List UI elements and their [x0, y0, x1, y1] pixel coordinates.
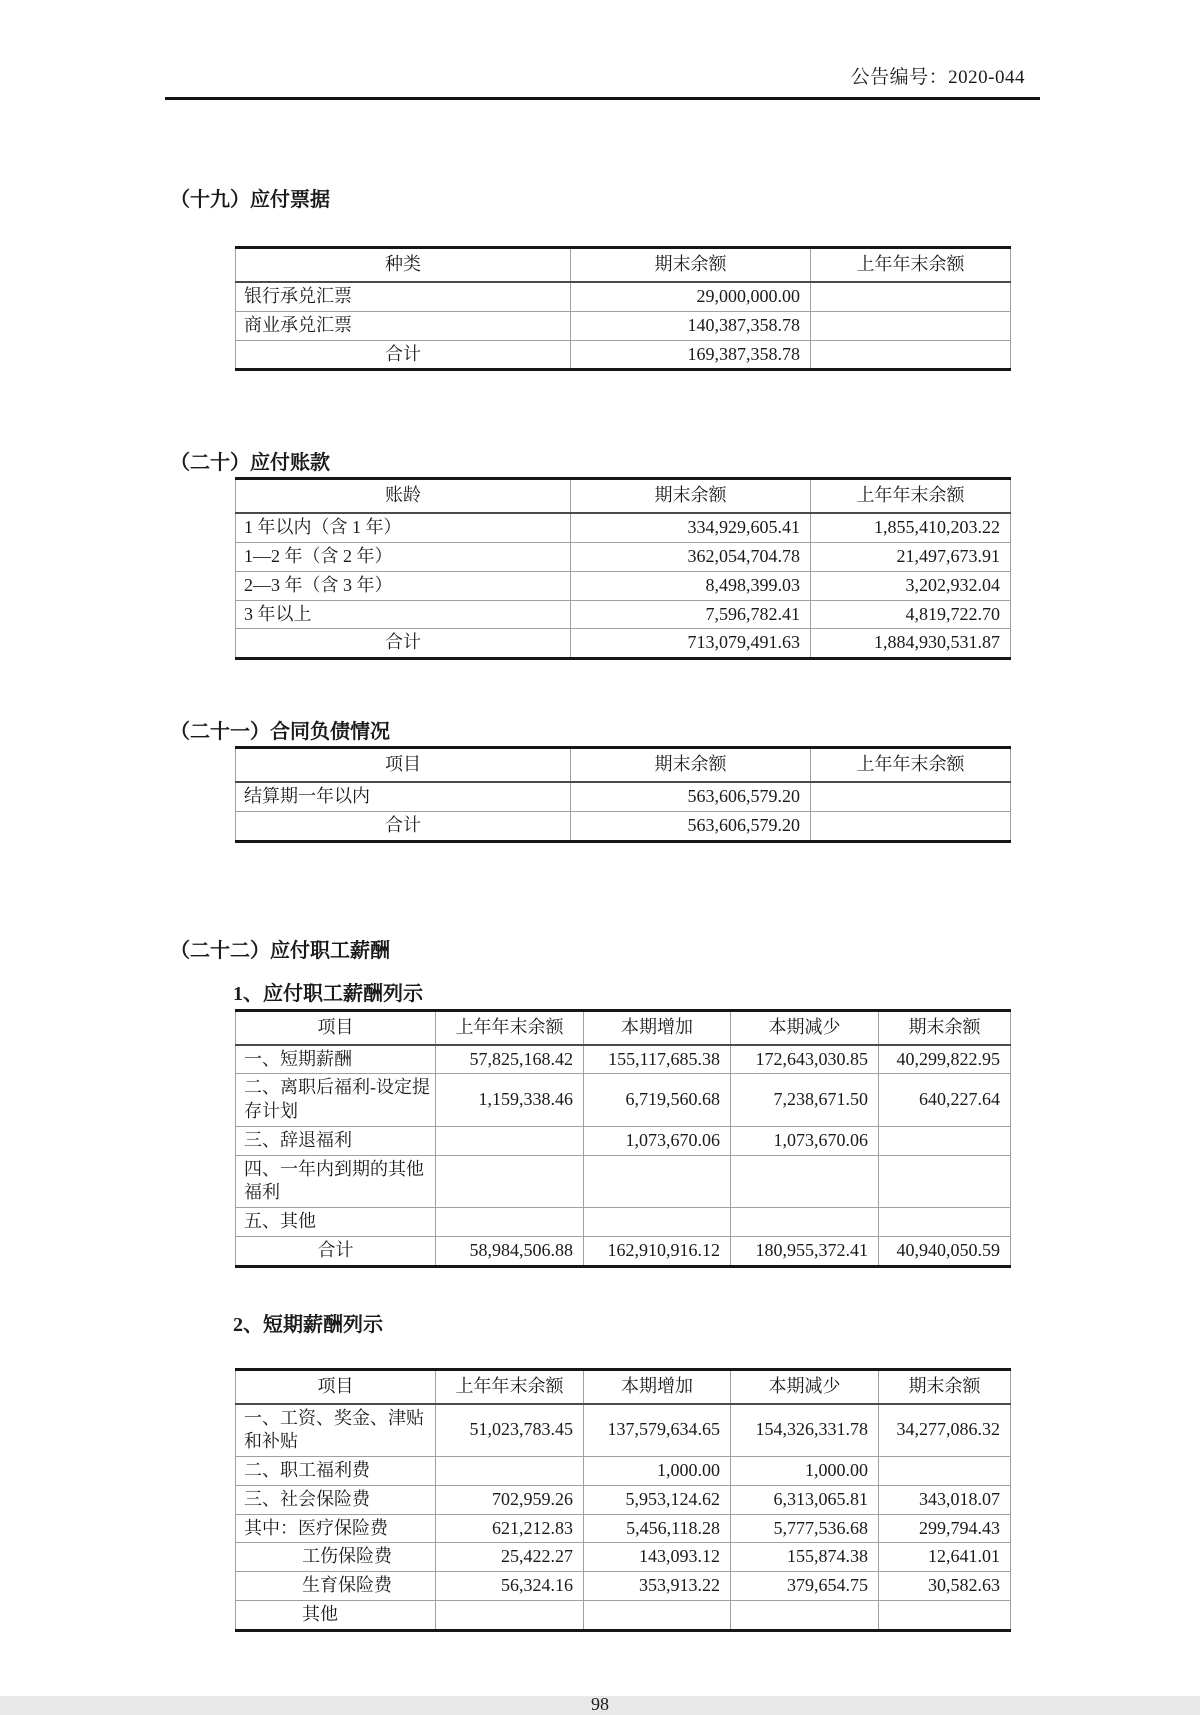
cell-value [811, 811, 1011, 841]
row-label: 合计 [236, 340, 571, 370]
row-label: 二、离职后福利-设定提存计划 [236, 1074, 436, 1127]
table-row [236, 1514, 1011, 1543]
row-label: 工伤保险费 [236, 1543, 436, 1572]
total-row [236, 1236, 1011, 1266]
column-header: 期末余额 [879, 1010, 1011, 1045]
table-row [236, 543, 1011, 572]
column-header: 项目 [236, 1010, 436, 1045]
cell-value: 40,299,822.95 [879, 1045, 1011, 1074]
short-term-compensation-table [235, 1368, 1011, 1632]
total-row [236, 811, 1011, 841]
table-row [236, 513, 1011, 542]
cell-value: 29,000,000.00 [571, 282, 811, 311]
column-header: 账龄 [236, 479, 571, 514]
row-label: 四、一年内到期的其他福利 [236, 1155, 436, 1208]
contract-liabilities-table [235, 746, 1011, 843]
row-label: 二、职工福利费 [236, 1457, 436, 1486]
cell-value: 6,719,560.68 [584, 1074, 731, 1127]
table-row [236, 600, 1011, 629]
cell-value: 58,984,506.88 [436, 1236, 584, 1266]
subsection-1-title: 1、应付职工薪酬列示 [233, 982, 423, 1005]
cell-value [811, 782, 1011, 811]
table-header-row [236, 1369, 1011, 1404]
cell-value: 1,073,670.06 [584, 1126, 731, 1155]
cell-value: 7,596,782.41 [571, 600, 811, 629]
cell-value: 137,579,634.65 [584, 1404, 731, 1457]
cell-value [879, 1126, 1011, 1155]
table-row [236, 1600, 1011, 1630]
cell-value [811, 340, 1011, 370]
cell-value: 379,654.75 [731, 1572, 879, 1601]
row-label: 生育保险费 [236, 1572, 436, 1601]
row-label: 1 年以内（含 1 年） [236, 513, 571, 542]
cell-value: 299,794.43 [879, 1514, 1011, 1543]
cell-value: 25,422.27 [436, 1543, 584, 1572]
cell-value: 563,606,579.20 [571, 811, 811, 841]
cell-value: 702,959.26 [436, 1485, 584, 1514]
cell-value [584, 1600, 731, 1630]
row-label: 其中：医疗保险费 [236, 1514, 436, 1543]
table-row [236, 1543, 1011, 1572]
row-label: 2—3 年（含 3 年） [236, 571, 571, 600]
row-label: 三、社会保险费 [236, 1485, 436, 1514]
cell-value: 343,018.07 [879, 1485, 1011, 1514]
cell-value: 162,910,916.12 [584, 1236, 731, 1266]
cell-value [584, 1155, 731, 1208]
cell-value: 1,000.00 [731, 1457, 879, 1486]
cell-value: 51,023,783.45 [436, 1404, 584, 1457]
cell-value: 362,054,704.78 [571, 543, 811, 572]
row-label: 合计 [236, 1236, 436, 1266]
cell-value: 6,313,065.81 [731, 1485, 879, 1514]
cell-value: 140,387,358.78 [571, 311, 811, 340]
cell-value: 30,582.63 [879, 1572, 1011, 1601]
cell-value: 5,456,118.28 [584, 1514, 731, 1543]
cell-value: 1,000.00 [584, 1457, 731, 1486]
section-19-title: （十九）应付票据 [170, 189, 330, 211]
table-row [236, 1572, 1011, 1601]
cell-value [731, 1600, 879, 1630]
cell-value: 3,202,932.04 [811, 571, 1011, 600]
row-label: 1—2 年（含 2 年） [236, 543, 571, 572]
column-header: 期末余额 [571, 248, 811, 283]
cell-value: 155,117,685.38 [584, 1045, 731, 1074]
cell-value: 34,277,086.32 [879, 1404, 1011, 1457]
row-label: 一、短期薪酬 [236, 1045, 436, 1074]
cell-value: 1,884,930,531.87 [811, 629, 1011, 659]
cell-value [436, 1208, 584, 1237]
table-row [236, 782, 1011, 811]
table-header-row [236, 1010, 1011, 1045]
column-header: 上年年末余额 [436, 1010, 584, 1045]
cell-value [436, 1155, 584, 1208]
cell-value: 353,913.22 [584, 1572, 731, 1601]
table-header-row [236, 248, 1011, 283]
cell-value: 8,498,399.03 [571, 571, 811, 600]
header-rule [165, 97, 1040, 100]
cell-value [879, 1208, 1011, 1237]
table-row [236, 1404, 1011, 1457]
section-22-title: （二十二）应付职工薪酬 [170, 939, 390, 962]
row-label: 五、其他 [236, 1208, 436, 1237]
column-header: 期末余额 [571, 748, 811, 783]
cell-value: 56,324.16 [436, 1572, 584, 1601]
cell-value: 180,955,372.41 [731, 1236, 879, 1266]
row-label: 结算期一年以内 [236, 782, 571, 811]
row-label: 3 年以上 [236, 600, 571, 629]
cell-value [436, 1600, 584, 1630]
table-row [236, 311, 1011, 340]
cell-value: 4,819,722.70 [811, 600, 1011, 629]
column-header: 期末余额 [879, 1369, 1011, 1404]
cell-value [731, 1208, 879, 1237]
cell-value: 143,093.12 [584, 1543, 731, 1572]
cell-value: 713,079,491.63 [571, 629, 811, 659]
row-label: 商业承兑汇票 [236, 311, 571, 340]
column-header: 项目 [236, 748, 571, 783]
cell-value: 172,643,030.85 [731, 1045, 879, 1074]
page-number: 98 [591, 1693, 609, 1714]
notes-payable-table [235, 246, 1011, 371]
cell-value [584, 1208, 731, 1237]
column-header: 上年年末余额 [436, 1369, 584, 1404]
table-header-row [236, 479, 1011, 514]
cell-value: 334,929,605.41 [571, 513, 811, 542]
column-header: 期末余额 [571, 479, 811, 514]
table-row [236, 1074, 1011, 1127]
cell-value: 155,874.38 [731, 1543, 879, 1572]
section-21-title: （二十一）合同负债情况 [170, 721, 390, 743]
column-header: 种类 [236, 248, 571, 283]
table-row [236, 1457, 1011, 1486]
notice-number: 公告编号：2020-044 [850, 67, 1025, 88]
cell-value: 57,825,168.42 [436, 1045, 584, 1074]
cell-value: 563,606,579.20 [571, 782, 811, 811]
column-header: 本期减少 [731, 1010, 879, 1045]
cell-value [436, 1126, 584, 1155]
cell-value: 40,940,050.59 [879, 1236, 1011, 1266]
row-label: 其他 [236, 1600, 436, 1630]
cell-value [879, 1457, 1011, 1486]
table-row [236, 1126, 1011, 1155]
cell-value: 1,159,338.46 [436, 1074, 584, 1127]
column-header: 本期增加 [584, 1010, 731, 1045]
accounts-payable-table [235, 477, 1011, 660]
total-row [236, 340, 1011, 370]
cell-value: 1,855,410,203.22 [811, 513, 1011, 542]
cell-value: 5,953,124.62 [584, 1485, 731, 1514]
employee-compensation-table [235, 1009, 1011, 1268]
cell-value: 7,238,671.50 [731, 1074, 879, 1127]
section-20-title: （二十）应付账款 [170, 452, 330, 475]
row-label: 合计 [236, 811, 571, 841]
column-header: 项目 [236, 1369, 436, 1404]
column-header: 上年年末余额 [811, 479, 1011, 514]
cell-value [811, 311, 1011, 340]
table-row [236, 571, 1011, 600]
subsection-2-title: 2、短期薪酬列示 [233, 1313, 383, 1336]
cell-value [731, 1155, 879, 1208]
table-header-row [236, 748, 1011, 783]
table-row [236, 1045, 1011, 1074]
table-row [236, 282, 1011, 311]
cell-value: 154,326,331.78 [731, 1404, 879, 1457]
column-header: 本期减少 [731, 1369, 879, 1404]
row-label: 一、工资、奖金、津贴和补贴 [236, 1404, 436, 1457]
cell-value: 21,497,673.91 [811, 543, 1011, 572]
cell-value: 169,387,358.78 [571, 340, 811, 370]
cell-value: 621,212.83 [436, 1514, 584, 1543]
total-row [236, 629, 1011, 659]
column-header: 上年年末余额 [811, 748, 1011, 783]
table-row [236, 1485, 1011, 1514]
row-label: 三、辞退福利 [236, 1126, 436, 1155]
cell-value: 1,073,670.06 [731, 1126, 879, 1155]
cell-value: 5,777,536.68 [731, 1514, 879, 1543]
cell-value [436, 1457, 584, 1486]
cell-value [811, 282, 1011, 311]
table-row [236, 1208, 1011, 1237]
table-row [236, 1155, 1011, 1208]
cell-value: 640,227.64 [879, 1074, 1011, 1127]
row-label: 合计 [236, 629, 571, 659]
column-header: 本期增加 [584, 1369, 731, 1404]
row-label: 银行承兑汇票 [236, 282, 571, 311]
column-header: 上年年末余额 [811, 248, 1011, 283]
cell-value: 12,641.01 [879, 1543, 1011, 1572]
cell-value [879, 1155, 1011, 1208]
cell-value [879, 1600, 1011, 1630]
